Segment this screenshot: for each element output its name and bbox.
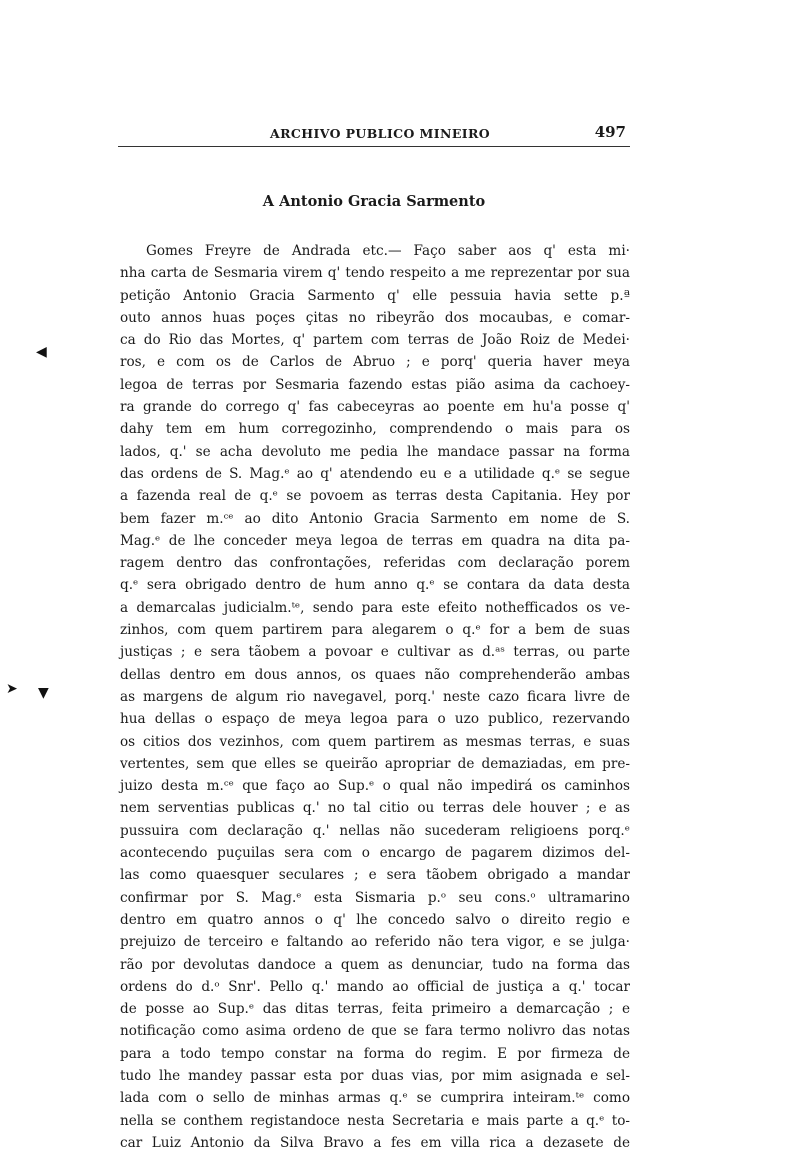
body-line: lada com o sello de minhas armas q.ᵉ se cumprira inteiram.ᵗᵉ como <box>120 1090 630 1107</box>
body-line: pussuira com declaração q.' nellas não sucederam religioens porq.ᵉ <box>120 822 630 839</box>
running-head: ARCHIVO PUBLICO MINEIRO <box>270 126 491 141</box>
body-line: juizo desta m.ᶜᵉ que faço ao Sup.ᵉ o qual não impedirá os caminhos <box>120 778 630 795</box>
body-line: ragem dentro das confrontações, referidas com declaração porem <box>120 555 630 572</box>
body-line: Gomes Freyre de Andrada etc.— Faço saber aos q' esta mi· <box>146 243 630 259</box>
body-line: de posse ao Sup.ᵉ das ditas terras, feita primeiro a demarcação ; e <box>120 1001 630 1018</box>
body-line: ra grande do corrego q' fas cabeceyras ao poente em hu'a posse q' <box>120 399 630 416</box>
body-line: rão por devolutas dandoce a quem as denunciar, tudo na forma das <box>120 956 630 973</box>
body-line: para a todo tempo constar na forma do regim. E por firmeza de <box>120 1045 630 1062</box>
body-line: petição Antonio Gracia Sarmento q' elle pessuia havia sette p.ª <box>120 287 630 304</box>
margin-arrow-icon: ➤ <box>6 681 18 697</box>
body-line: acontecendo puçuilas sera com o encargo de pagarem dizimos del- <box>120 845 630 862</box>
body-line: car Luiz Antonio da Silva Bravo a fes em villa rica a dezasete de <box>120 1134 630 1151</box>
body-line: ca do Rio das Mortes, q' partem com terras de João Roiz de Medei· <box>120 332 630 349</box>
body-line: notificação como asima ordeno de que se fara termo nolivro das notas <box>120 1023 630 1040</box>
margin-mark-icon: ▼ <box>38 685 49 701</box>
margin-mark-icon: ◀ <box>36 344 47 360</box>
body-line: dahy tem em hum corregozinho, comprendendo o mais para os <box>120 421 630 438</box>
body-line: justiças ; e sera tãobem a povoar e cultivar as d.ᵃˢ terras, ou parte <box>120 644 630 661</box>
body-line: lados, q.' se acha devoluto me pedia lhe mandace passar na forma <box>120 443 630 460</box>
body-line: das ordens de S. Mag.ᵉ ao q' atendendo eu e a utilidade q.ᵉ se segue <box>120 465 630 482</box>
body-line: a demarcalas judicialm.ᵗᵉ, sendo para este efeito nothefficados os ve- <box>120 599 630 616</box>
body-line: ros, e com os de Carlos de Abruo ; e porq' queria haver meya <box>120 354 630 371</box>
body-line: nha carta de Sesmaria virem q' tendo respeito a me reprezentar por sua <box>120 265 630 282</box>
body-line: bem fazer m.ᶜᵉ ao dito Antonio Gracia Sarmento em nome de S. <box>120 510 630 527</box>
body-line: vertentes, sem que elles se queirão apropriar de demaziadas, em pre- <box>120 755 630 772</box>
body-line: as margens de algum rio navegavel, porq.' neste cazo ficara livre de <box>120 688 630 705</box>
document-body <box>120 240 630 1154</box>
body-line: dentro em quatro annos o q' lhe concedo salvo o direito regio e <box>120 911 630 928</box>
body-line: dellas dentro em dous annos, os quaes não comprehenderão ambas <box>120 666 630 683</box>
body-line: outo annos huas poçes çitas no ribeyrão dos mocaubas, e comar- <box>120 309 630 326</box>
page-number: 497 <box>594 123 626 141</box>
body-line: hua dellas o espaço de meya legoa para o uzo publico, rezervando <box>120 711 630 728</box>
body-line: nem serventias publicas q.' no tal citio ou terras dele houver ; e as <box>120 800 630 817</box>
page-header <box>118 124 630 148</box>
document-title: A Antonio Gracia Sarmento <box>262 193 486 210</box>
body-line: Mag.ᵉ de lhe conceder meya legoa de terras em quadra na dita pa- <box>120 532 630 549</box>
body-line: tudo lhe mandey passar esta por duas vias, por mim asignada e sel- <box>120 1067 630 1084</box>
body-line: os citios dos vezinhos, com quem partirem as mesmas terras, e suas <box>120 733 630 750</box>
body-line: zinhos, com quem partirem para alegarem o q.ᵉ for a bem de suas <box>120 622 630 639</box>
body-line: a fazenda real de q.ᵉ se povoem as terras desta Capitania. Hey por <box>120 488 630 505</box>
body-line: nella se conthem registandoce nesta Secretaria e mais parte a q.ᵉ to- <box>120 1112 630 1129</box>
body-line: las como quaesquer seculares ; e sera tãobem obrigado a mandar <box>120 867 630 884</box>
body-line: confirmar por S. Mag.ᵉ esta Sismaria p.ᵒ seu cons.ᵒ ultramarino <box>120 889 630 906</box>
body-line: prejuizo de terceiro e faltando ao referido não tera vigor, e se julga· <box>120 934 630 951</box>
body-line: legoa de terras por Sesmaria fazendo estas pião asima da cachoey- <box>120 376 630 393</box>
body-line: q.ᵉ sera obrigado dentro de hum anno q.ᵉ se contara da data desta <box>120 577 630 594</box>
body-line: ordens do d.ᵒ Snr'. Pello q.' mando ao official de justiça a q.' tocar <box>120 978 630 995</box>
header-rule <box>118 146 630 147</box>
